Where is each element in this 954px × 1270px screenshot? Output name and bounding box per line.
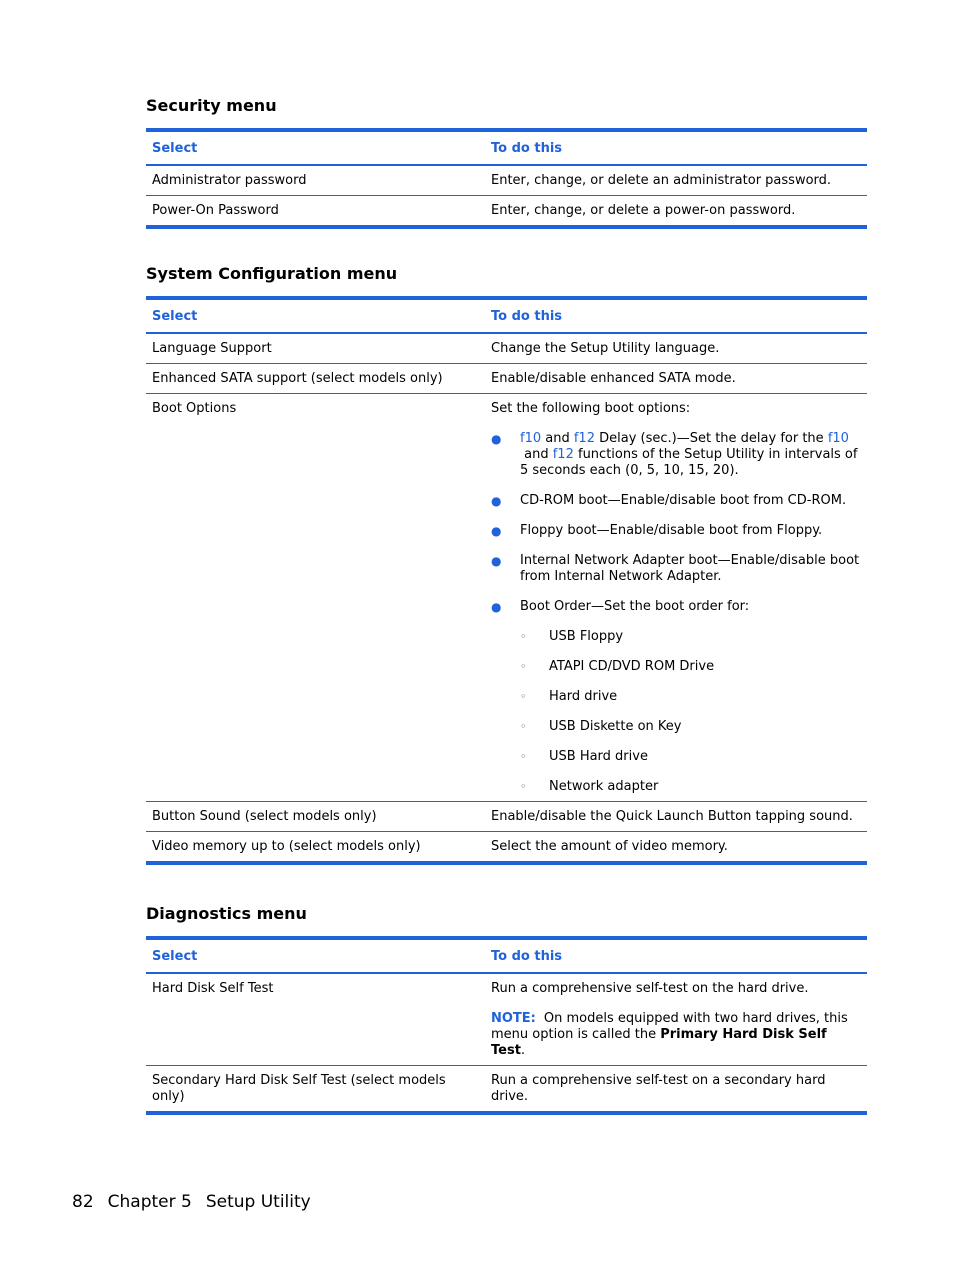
- table-header-row: [146, 938, 867, 973]
- note-emphasis: Primary Hard Disk Self Test: [491, 1027, 827, 1058]
- list-item: [520, 659, 861, 675]
- table-header-row: [146, 130, 867, 165]
- select-column-header: Select: [146, 298, 485, 333]
- todo-column-header: To do this: [485, 938, 867, 973]
- floppy-boot-text: Floppy boot—Enable/disable boot from Floppy.: [520, 523, 823, 538]
- page-number: 82: [72, 1192, 94, 1212]
- select-column-header: Select: [146, 130, 485, 165]
- system-configuration-menu-table: [146, 296, 867, 865]
- page-footer: [72, 1192, 311, 1212]
- list-item: [520, 689, 861, 705]
- table-row: [146, 165, 867, 196]
- boot-device: Network adapter: [549, 779, 659, 794]
- key-name: f10: [827, 431, 849, 446]
- bullet-icon: ●: [491, 432, 502, 446]
- todo-cell: Run a comprehensive self-test on a secondary hard drive.: [491, 1073, 826, 1104]
- table-row: [146, 333, 867, 364]
- list-item: [520, 719, 861, 735]
- boot-options-list: [491, 431, 861, 795]
- sub-bullet-icon: ◦: [520, 660, 527, 673]
- boot-device: USB Floppy: [549, 629, 624, 644]
- note-end: .: [520, 1043, 526, 1058]
- todo-cell: Change the Setup Utility language.: [485, 333, 867, 364]
- sub-bullet-icon: ◦: [520, 750, 527, 763]
- list-item: [491, 523, 861, 539]
- boot-device: ATAPI CD/DVD ROM Drive: [549, 659, 715, 674]
- list-item: [520, 749, 861, 765]
- table-header-row: [146, 298, 867, 333]
- todo-cell: Enable/disable the Quick Launch Button tapping sound.: [485, 802, 867, 832]
- key-name: f12: [573, 431, 595, 446]
- key-name: f10: [520, 431, 542, 446]
- todo-cell: Enable/disable enhanced SATA mode.: [485, 364, 867, 394]
- select-cell: Button Sound (select models only): [146, 802, 485, 832]
- boot-device: USB Diskette on Key: [549, 719, 682, 734]
- boot-device: Hard drive: [549, 689, 618, 704]
- conjunction: and: [520, 447, 553, 462]
- bullet-icon: ●: [491, 494, 502, 508]
- hard-disk-test-description: Run a comprehensive self-test on the hard drive.: [491, 981, 809, 996]
- note: [491, 1011, 861, 1059]
- select-cell: Power-On Password: [152, 203, 279, 218]
- note-text: On models equipped with two hard drives, this menu option is called the: [491, 1011, 852, 1042]
- note-label: NOTE:: [491, 1011, 536, 1026]
- conjunction: and: [541, 431, 574, 446]
- chapter-label: Chapter 5: [107, 1192, 192, 1212]
- system-configuration-menu-title: System Configuration menu: [146, 264, 398, 283]
- boot-options-intro: Set the following boot options:: [491, 401, 691, 416]
- delay-text: functions of the Setup Utility in intervals of 5 seconds each (0, 5, 10, 15, 20).: [520, 447, 862, 478]
- table-row: [146, 1066, 867, 1114]
- cdrom-boot-text: CD-ROM boot—Enable/disable boot from CD-ROM.: [520, 493, 847, 508]
- list-item: [520, 629, 861, 645]
- select-cell: Secondary Hard Disk Self Test (select models only): [152, 1073, 446, 1104]
- list-item: [491, 493, 861, 509]
- network-boot-text: Internal Network Adapter boot—Enable/disable boot from Internal Network Adapter.: [520, 553, 860, 584]
- todo-cell: Enter, change, or delete an administrator password.: [485, 165, 867, 196]
- sub-bullet-icon: ◦: [520, 690, 527, 703]
- select-column-header: Select: [146, 938, 485, 973]
- security-menu-table: [146, 128, 867, 229]
- sub-bullet-icon: ◦: [520, 630, 527, 643]
- todo-column-header: To do this: [485, 298, 867, 333]
- boot-order-list: [520, 629, 861, 795]
- select-cell: Language Support: [146, 333, 485, 364]
- select-cell: Hard Disk Self Test: [146, 973, 485, 1066]
- security-menu-title: Security menu: [146, 96, 277, 115]
- bullet-icon: ●: [491, 554, 502, 568]
- todo-cell: Enter, change, or delete a power-on password.: [491, 203, 796, 218]
- table-row: [146, 196, 867, 228]
- select-cell: Administrator password: [146, 165, 485, 196]
- todo-cell: [485, 394, 867, 802]
- list-item: [491, 599, 861, 795]
- todo-cell: [485, 973, 867, 1066]
- table-row: [146, 832, 867, 864]
- list-item: [520, 779, 861, 795]
- diagnostics-menu-title: Diagnostics menu: [146, 904, 307, 923]
- boot-device: USB Hard drive: [549, 749, 648, 764]
- boot-order-text: Boot Order—Set the boot order for:: [520, 599, 750, 614]
- sub-bullet-icon: ◦: [520, 720, 527, 733]
- table-row: [146, 364, 867, 394]
- bullet-icon: ●: [491, 600, 502, 614]
- todo-column-header: To do this: [485, 130, 867, 165]
- key-name: f12: [552, 447, 574, 462]
- select-cell: Boot Options: [146, 394, 485, 802]
- list-item: [491, 431, 861, 479]
- todo-cell: Select the amount of video memory.: [491, 839, 728, 854]
- table-row: [146, 802, 867, 832]
- table-row: [146, 973, 867, 1066]
- section-label: Setup Utility: [205, 1192, 311, 1212]
- list-item: [491, 553, 861, 585]
- sub-bullet-icon: ◦: [520, 780, 527, 793]
- select-cell: Enhanced SATA support (select models only): [146, 364, 485, 394]
- bullet-icon: ●: [491, 524, 502, 538]
- diagnostics-menu-table: [146, 936, 867, 1115]
- select-cell: Video memory up to (select models only): [152, 839, 421, 854]
- delay-text: Delay (sec.)—Set the delay for the: [594, 431, 828, 446]
- table-row: [146, 394, 867, 802]
